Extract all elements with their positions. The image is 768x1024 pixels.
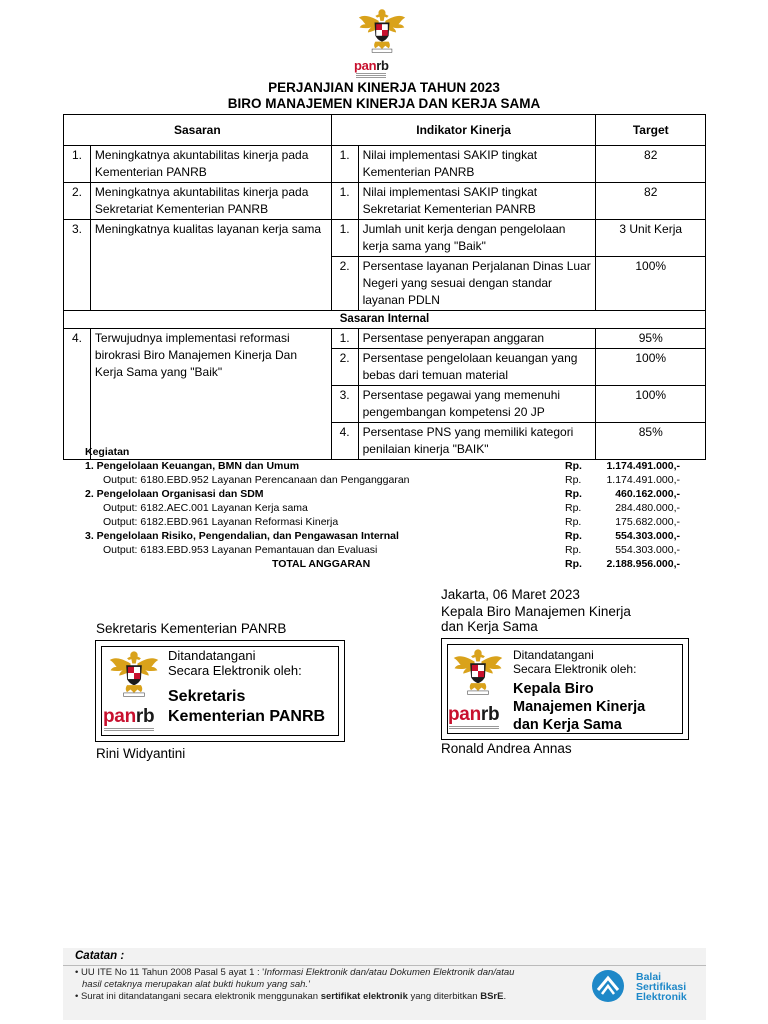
indikator-cell: Persentase pegawai yang memenuhi pengembangan kompetensi 20 JP <box>358 386 596 423</box>
indikator-cell: Persentase pengelolaan keuangan yang bebas dari temuan material <box>358 349 596 386</box>
right-position-line2: dan Kerja Sama <box>441 619 538 634</box>
section-row <box>64 311 706 329</box>
catatan-line-1: • UU ITE No 11 Tahun 2008 Pasal 5 ayat 1 : 'Informasi Elektronik dan/atau Dokumen Elektronik dan/atau <box>75 967 515 978</box>
kegiatan-heading: Kegiatan <box>85 446 130 458</box>
target-cell: 85% <box>596 423 706 460</box>
sasaran-cell: Meningkatnya akuntabilitas kinerja pada Sekretariat Kementerian PANRB <box>90 183 331 220</box>
table-row: 2. Persentase layanan Perjalanan Dinas Luar Negeri yang sesuai dengan standar layanan PDLN 100% <box>64 257 706 311</box>
indikator-cell: Jumlah unit kerja dengan pengelolaan kerja sama yang "Baik" <box>358 220 596 257</box>
table-row: 1. Meningkatnya akuntabilitas kinerja pada Kementerian PANRB 1. Nilai implementasi SAKIP tingkat Kementerian PANRB 82 <box>64 146 706 183</box>
indikator-cell: Nilai implementasi SAKIP tingkat Kementerian PANRB <box>358 146 596 183</box>
section-sasaran-internal: Sasaran Internal <box>64 311 706 329</box>
target-cell: 100% <box>596 349 706 386</box>
kegiatan-item: 3. Pengelolaan Risiko, Pengendalian, dan Pengawasan Internal Rp. 554.303.000,- <box>85 530 680 542</box>
document-title: PERJANJIAN KINERJA TAHUN 2023 <box>268 80 500 95</box>
right-signer-name: Ronald Andrea Annas <box>441 741 572 756</box>
bsre-wordmark: Balai Sertifikasi Elektronik <box>636 971 687 1003</box>
document-subtitle: BIRO MANAJEMEN KINERJA DAN KERJA SAMA <box>227 96 541 111</box>
right-position-line1: Kepala Biro Manajemen Kinerja <box>441 604 631 619</box>
indikator-cell: Nilai implementasi SAKIP tingkat Sekretariat Kementerian PANRB <box>358 183 596 220</box>
place-date: Jakarta, 06 Maret 2023 <box>441 587 580 602</box>
table-row: 3. Meningkatnya kualitas layanan kerja sama 1. Jumlah unit kerja dengan pengelolaan kerja sama yang "Baik" 3 Unit Kerja <box>64 220 706 257</box>
target-cell: 82 <box>596 146 706 183</box>
target-cell: 82 <box>596 183 706 220</box>
header-indikator: Indikator Kinerja <box>331 115 596 146</box>
table-row: 2. Meningkatnya akuntabilitas kinerja pada Sekretariat Kementerian PANRB 1. Nilai implementasi SAKIP tingkat Sekretariat Kementerian PANRB 82 <box>64 183 706 220</box>
table-row: 4. Terwujudnya implementasi reformasi birokrasi Biro Manajemen Kinerja Dan Kerja Sama yang "Baik" 1. Persentase penyerapan anggaran 95% <box>64 329 706 349</box>
target-cell: 95% <box>596 329 706 349</box>
table-row: 4. Persentase PNS yang memiliki kategori penilaian kinerja "BAIK" 85% <box>64 423 706 460</box>
table-header-row <box>64 115 706 146</box>
kegiatan-total-row: TOTAL ANGGARAN Rp. 2.188.956.000,- <box>272 558 680 570</box>
sasaran-cell: Meningkatnya kualitas layanan kerja sama <box>90 220 331 311</box>
header-sasaran: Sasaran <box>64 115 332 146</box>
garuda-emblem-icon <box>352 6 412 54</box>
panrb-logo <box>352 6 412 73</box>
table-row: 3. Persentase pegawai yang memenuhi pengembangan kompetensi 20 JP 100% <box>64 386 706 423</box>
indikator-cell: Persentase layanan Perjalanan Dinas Luar Negeri yang sesuai dengan standar layanan PDLN <box>358 257 596 311</box>
indikator-cell: Persentase PNS yang memiliki kategori penilaian kinerja "BAIK" <box>358 423 596 460</box>
panrb-wordmark: panrb <box>354 58 389 73</box>
left-position: Sekretaris Kementerian PANRB <box>96 621 287 636</box>
kegiatan-item: Output: 6180.EBD.952 Layanan Perencanaan dan Penganggaran Rp. 1.174.491.000,- <box>103 474 680 486</box>
right-e-signature-box: panrb Ditandatangani Secara Elektronik oleh: Kepala Biro Manajemen Kinerja dan Kerja Sama <box>441 638 689 740</box>
kegiatan-item: Output: 6182.AEC.001 Layanan Kerja sama Rp. 284.480.000,- <box>103 502 680 514</box>
kegiatan-item: 2. Pengelolaan Organisasi dan SDM Rp. 460.162.000,- <box>85 488 680 500</box>
kegiatan-section <box>63 445 706 571</box>
garuda-emblem-icon <box>108 647 160 699</box>
performance-table <box>63 114 706 460</box>
catatan-title: Catatan : <box>75 950 125 962</box>
left-e-signature-box: panrb Ditandatangani Secara Elektronik oleh: Sekretaris Kementerian PANRB <box>95 640 345 742</box>
target-cell: 100% <box>596 257 706 311</box>
target-cell: 3 Unit Kerja <box>596 220 706 257</box>
indikator-cell: Persentase penyerapan anggaran <box>358 329 596 349</box>
sasaran-cell: Meningkatnya akuntabilitas kinerja pada Kementerian PANRB <box>90 146 331 183</box>
bsre-logo-icon <box>590 968 630 1004</box>
kegiatan-item: Output: 6183.EBD.953 Layanan Pemantauan dan Evaluasi Rp. 554.303.000,- <box>103 544 680 556</box>
catatan-line-3: • Surat ini ditandatangani secara elektronik menggunakan sertifikat elektronik yang diterbitkan BSrE. <box>75 991 507 1002</box>
table-row: 2. Persentase pengelolaan keuangan yang bebas dari temuan material 100% <box>64 349 706 386</box>
target-cell: 100% <box>596 386 706 423</box>
kegiatan-item: Output: 6182.EBD.961 Layanan Reformasi Kinerja Rp. 175.682.000,- <box>103 516 680 528</box>
sasaran-cell: Terwujudnya implementasi reformasi birokrasi Biro Manajemen Kinerja Dan Kerja Sama yang "Baik" <box>90 329 331 460</box>
left-signer-name: Rini Widyantini <box>96 746 186 761</box>
panrb-wordmark: panrb <box>103 706 155 727</box>
catatan-line-2: hasil cetaknya merupakan alat bukti hukum yang sah.' <box>82 979 310 990</box>
garuda-emblem-icon <box>452 645 504 697</box>
kegiatan-item: 1. Pengelolaan Keuangan, BMN dan Umum Rp. 1.174.491.000,- <box>85 460 680 472</box>
panrb-wordmark: panrb <box>448 704 500 725</box>
header-target: Target <box>596 115 706 146</box>
